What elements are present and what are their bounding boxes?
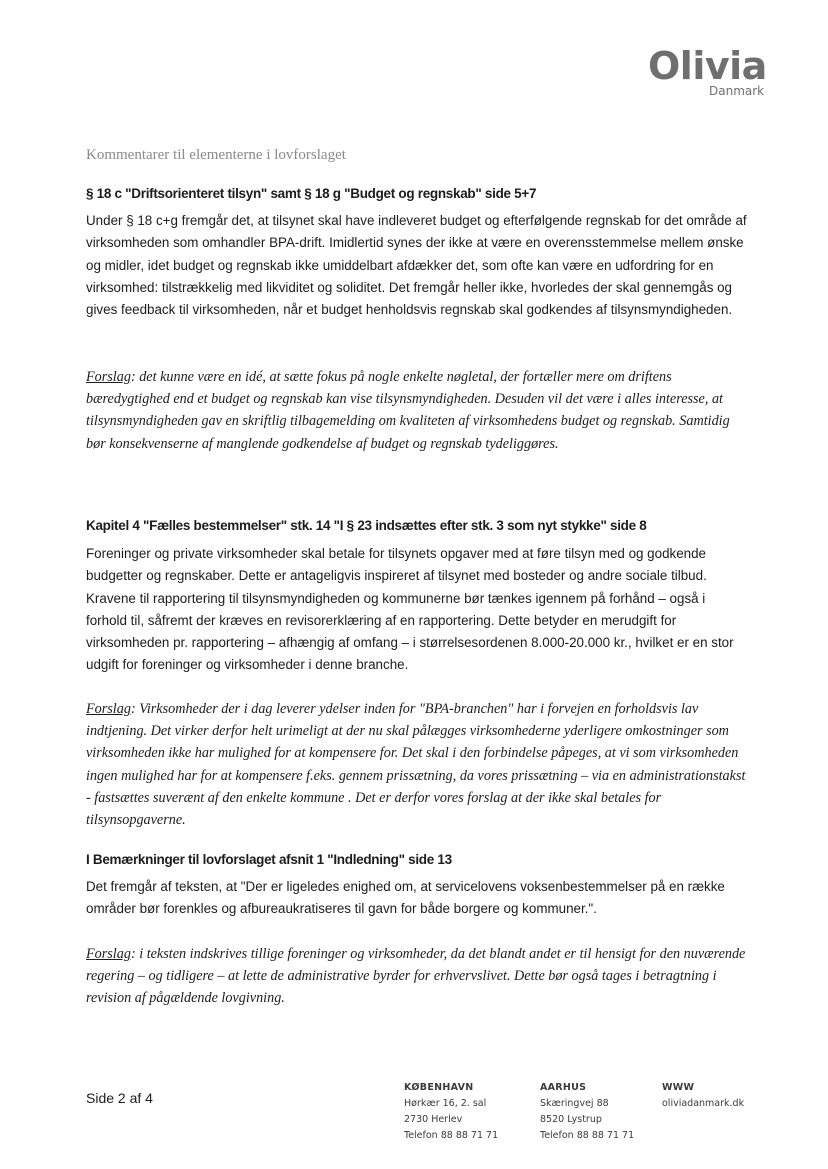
section-body: Det fremgår af teksten, at "Der er ligeledes enighed om, at servicelovens voksenbestemmelser på en række områder bør forenkles og afbureaukratiseres til gavn for både borgere og kommuner.". xyxy=(86,879,725,917)
footer-address-aarhus xyxy=(540,1080,634,1144)
logo-wordmark: Olivia xyxy=(648,44,767,88)
footer-zip: 8520 Lystrup xyxy=(540,1114,602,1125)
footer-zip: 2730 Herlev xyxy=(404,1114,463,1125)
footer-web xyxy=(662,1080,744,1112)
proposal-paragraph xyxy=(86,943,752,1010)
proposal-text: : Virksomheder der i dag leverer ydelser inden for "BPA-branchen" har i forvejen en forholdsvis lav indtjening. Det virker derfor helt urimeligt at der nu skal pålægges virksomhederne yderligere omkostninger som virksomheden ikke har mulighed for at kompensere for. Det skal i den forbindelse påpeges, at vi som virksomheden ingen mulighed har for at kompensere f.eks. gennem prissætning, da vores prissætning – via en administrationstakst - fastsættes suverænt af den enkelte kommune . Det er derfor vores forslag at der ikke skal betales for tilsynsopgaverne. xyxy=(86,701,746,829)
document-title: Kommentarer til elementerne i lovforslaget xyxy=(86,147,346,163)
footer-street: Hørkær 16, 2. sal xyxy=(404,1098,487,1109)
section-heading: Kapitel 4 "Fælles bestemmelser" stk. 14 "I § 23 indsættes efter stk. 3 som nyt stykke" side 8 xyxy=(86,518,647,533)
footer-city-title: AARHUS xyxy=(540,1082,587,1093)
proposal-label: Forslag xyxy=(86,701,131,717)
proposal-label: Forslag xyxy=(86,369,131,385)
proposal-text: : det kunne være en idé, at sætte fokus på nogle enkelte nøgletal, der fortæller mere om driftens bæredygtighed end et budget og regnskab kan vise tilsynsmyndigheden. Desuden vil det være i alles interesse, at tilsynsmyndigheden gav en skriftlig tilbagemelding om kvaliteten af virksomhedens budget og regnskab. Samtidig bør konsekvenserne af manglende godkendelse af budget og regnskab tydeliggøres. xyxy=(86,369,730,452)
section-body: Under § 18 c+g fremgår det, at tilsynet skal have indleveret budget og efterfølgende regnskab for det område af virksomheden som omhandler BPA-drift. Imidlertid synes der ikke at være en overensstemmelse mellem ønske og midler, idet budget og regnskab ikke umiddelbart afdækker det, som ofte kan være en udfordring for en virksomhed: tilstrækkelig med likviditet og soliditet. Det fremgår heller ikke, hvorledes der skal gennemgås og gives feedback til virksomheden, når et budget henholdsvis regnskab skal godkendes af tilsynsmyndigheden. xyxy=(86,213,747,318)
footer-address-kobenhavn xyxy=(404,1080,498,1144)
section-heading: § 18 c "Driftsorienteret tilsyn" samt § 18 g "Budget og regnskab" side 5+7 xyxy=(86,186,537,201)
section-heading: I Bemærkninger til lovforslaget afsnit 1 "Indledning" side 13 xyxy=(86,852,452,867)
footer-phone: Telefon 88 88 71 71 xyxy=(540,1130,635,1141)
footer-street: Skæringvej 88 xyxy=(540,1098,609,1109)
proposal-label: Forslag xyxy=(86,946,131,962)
logo-subtitle: Danmark xyxy=(709,84,765,98)
section-body: Foreninger og private virksomheder skal betale for tilsynets opgaver med at føre tilsyn med og godkende budgetter og regnskaber. Dette er antageligvis inspireret af tilsynet med bosteder og andre sociale tilbud. Kravene til rapportering til tilsynsmyndigheden og kommunerne bør tænkes igennem på forhånd – også i forhold til, såfremt der kræves en revisorerklæring af en rapportering. Dette betyder en merudgift for virksomheden pr. rapportering – afhængig af omfang – i størrelsesordenen 8.000-20.000 kr., hvilket er en stor udgift for foreninger og virksomheder i denne branche. xyxy=(86,546,734,673)
proposal-text: : i teksten indskrives tillige foreninger og virksomheder, da det blandt andet er til hensigt for den nuværende regering – og tidligere – at lette de administrative byrder for erhvervslivet. Dette bør også tages i betragtning i revision af pågældende lovgivning. xyxy=(86,946,746,1007)
proposal-paragraph xyxy=(86,366,752,455)
olivia-logo xyxy=(648,44,774,104)
footer-phone: Telefon 88 88 71 71 xyxy=(404,1130,499,1141)
page-number: Side 2 af 4 xyxy=(86,1090,153,1106)
footer-city-title: KØBENHAVN xyxy=(404,1082,474,1093)
proposal-paragraph xyxy=(86,698,752,831)
footer-web-title: WWW xyxy=(662,1082,695,1093)
footer-website-link[interactable]: oliviadanmark.dk xyxy=(662,1098,745,1109)
